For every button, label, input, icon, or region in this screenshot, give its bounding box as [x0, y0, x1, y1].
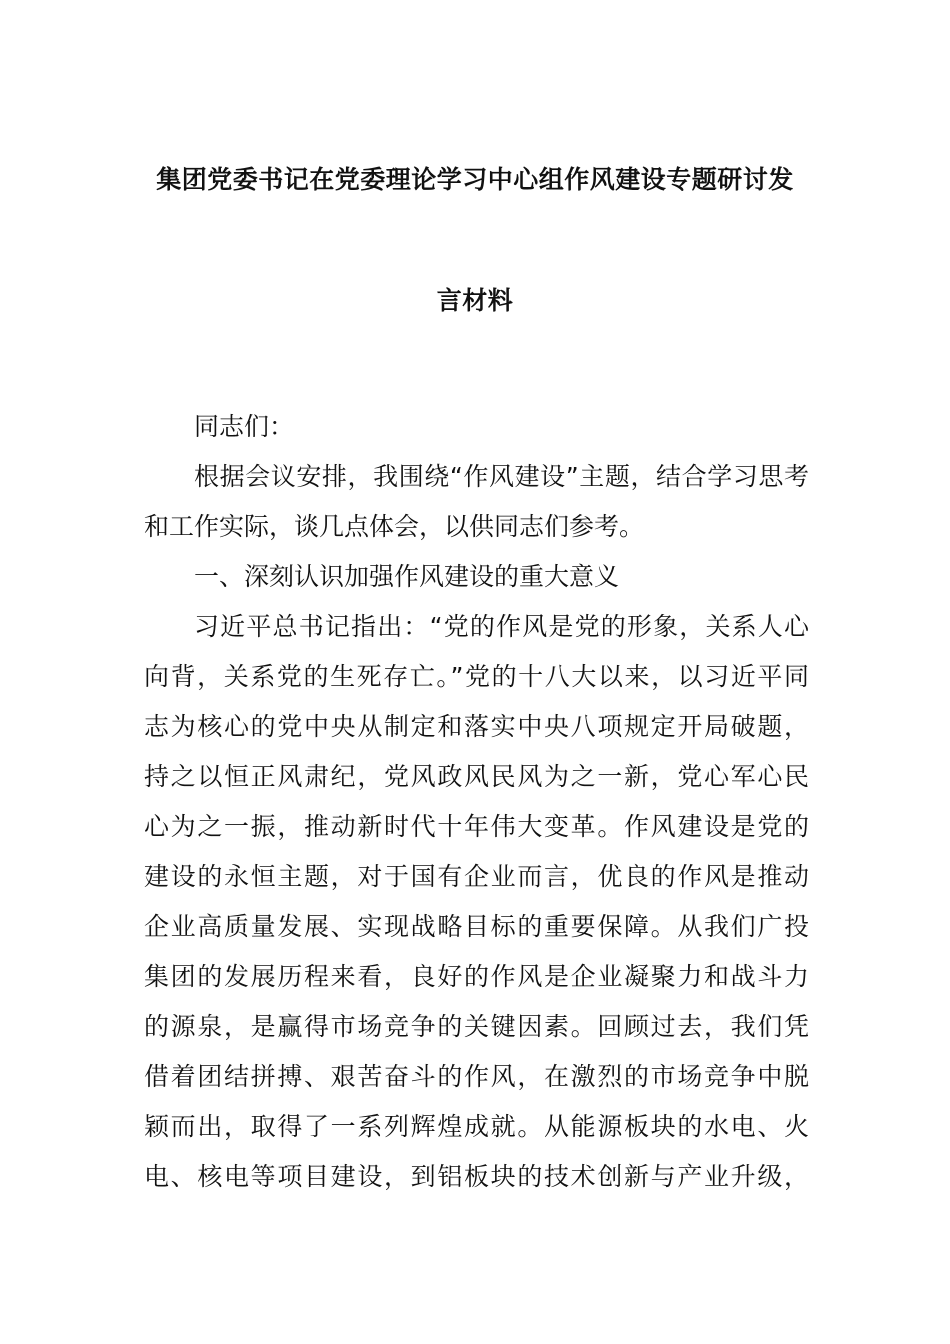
paragraph-line: 颖而出，取得了一系列辉煌成就。从能源板块的水电、火: [144, 1112, 809, 1141]
salutation: 同志们：: [194, 412, 295, 441]
paragraph-line: 电、核电等项目建设，到铝板块的技术创新与产业升级，: [144, 1162, 809, 1191]
paragraph-line: 的源泉，是赢得市场竞争的关键因素。回顾过去，我们凭: [144, 1012, 809, 1041]
paragraph-line: 持之以恒正风肃纪，党风政风民风为之一新，党心军心民: [144, 762, 809, 791]
paragraph-line: 向背，关系党的生死存亡。”党的十八大以来，以习近平同: [144, 662, 809, 691]
document-title-line-2: 言材料: [436, 286, 514, 315]
document-body: [144, 402, 809, 1202]
paragraph-line: 心为之一振，推动新时代十年伟大变革。作风建设是党的: [144, 812, 809, 841]
paragraph-line: 企业高质量发展、实现战略目标的重要保障。从我们广投: [144, 912, 809, 941]
paragraph-line: 借着团结拼搏、艰苦奋斗的作风，在激烈的市场竞争中脱: [144, 1062, 809, 1091]
paragraph-line: 建设的永恒主题，对于国有企业而言，优良的作风是推动: [144, 862, 809, 891]
paragraph-line: 习近平总书记指出：“党的作风是党的形象，关系人心: [194, 612, 809, 641]
document-title-line-1: 集团党委书记在党委理论学习中心组作风建设专题研讨发: [156, 165, 794, 194]
paragraph-line: 志为核心的党中央从制定和落实中央八项规定开局破题，: [144, 712, 809, 741]
paragraph-line: 和工作实际，谈几点体会，以供同志们参考。: [144, 512, 645, 541]
paragraph-line: 根据会议安排，我围绕“作风建设”主题，结合学习思考: [194, 462, 809, 491]
section-heading: 一、深刻认识加强作风建设的重大意义: [194, 562, 620, 591]
paragraph-line: 集团的发展历程来看，良好的作风是企业凝聚力和战斗力: [144, 962, 809, 991]
